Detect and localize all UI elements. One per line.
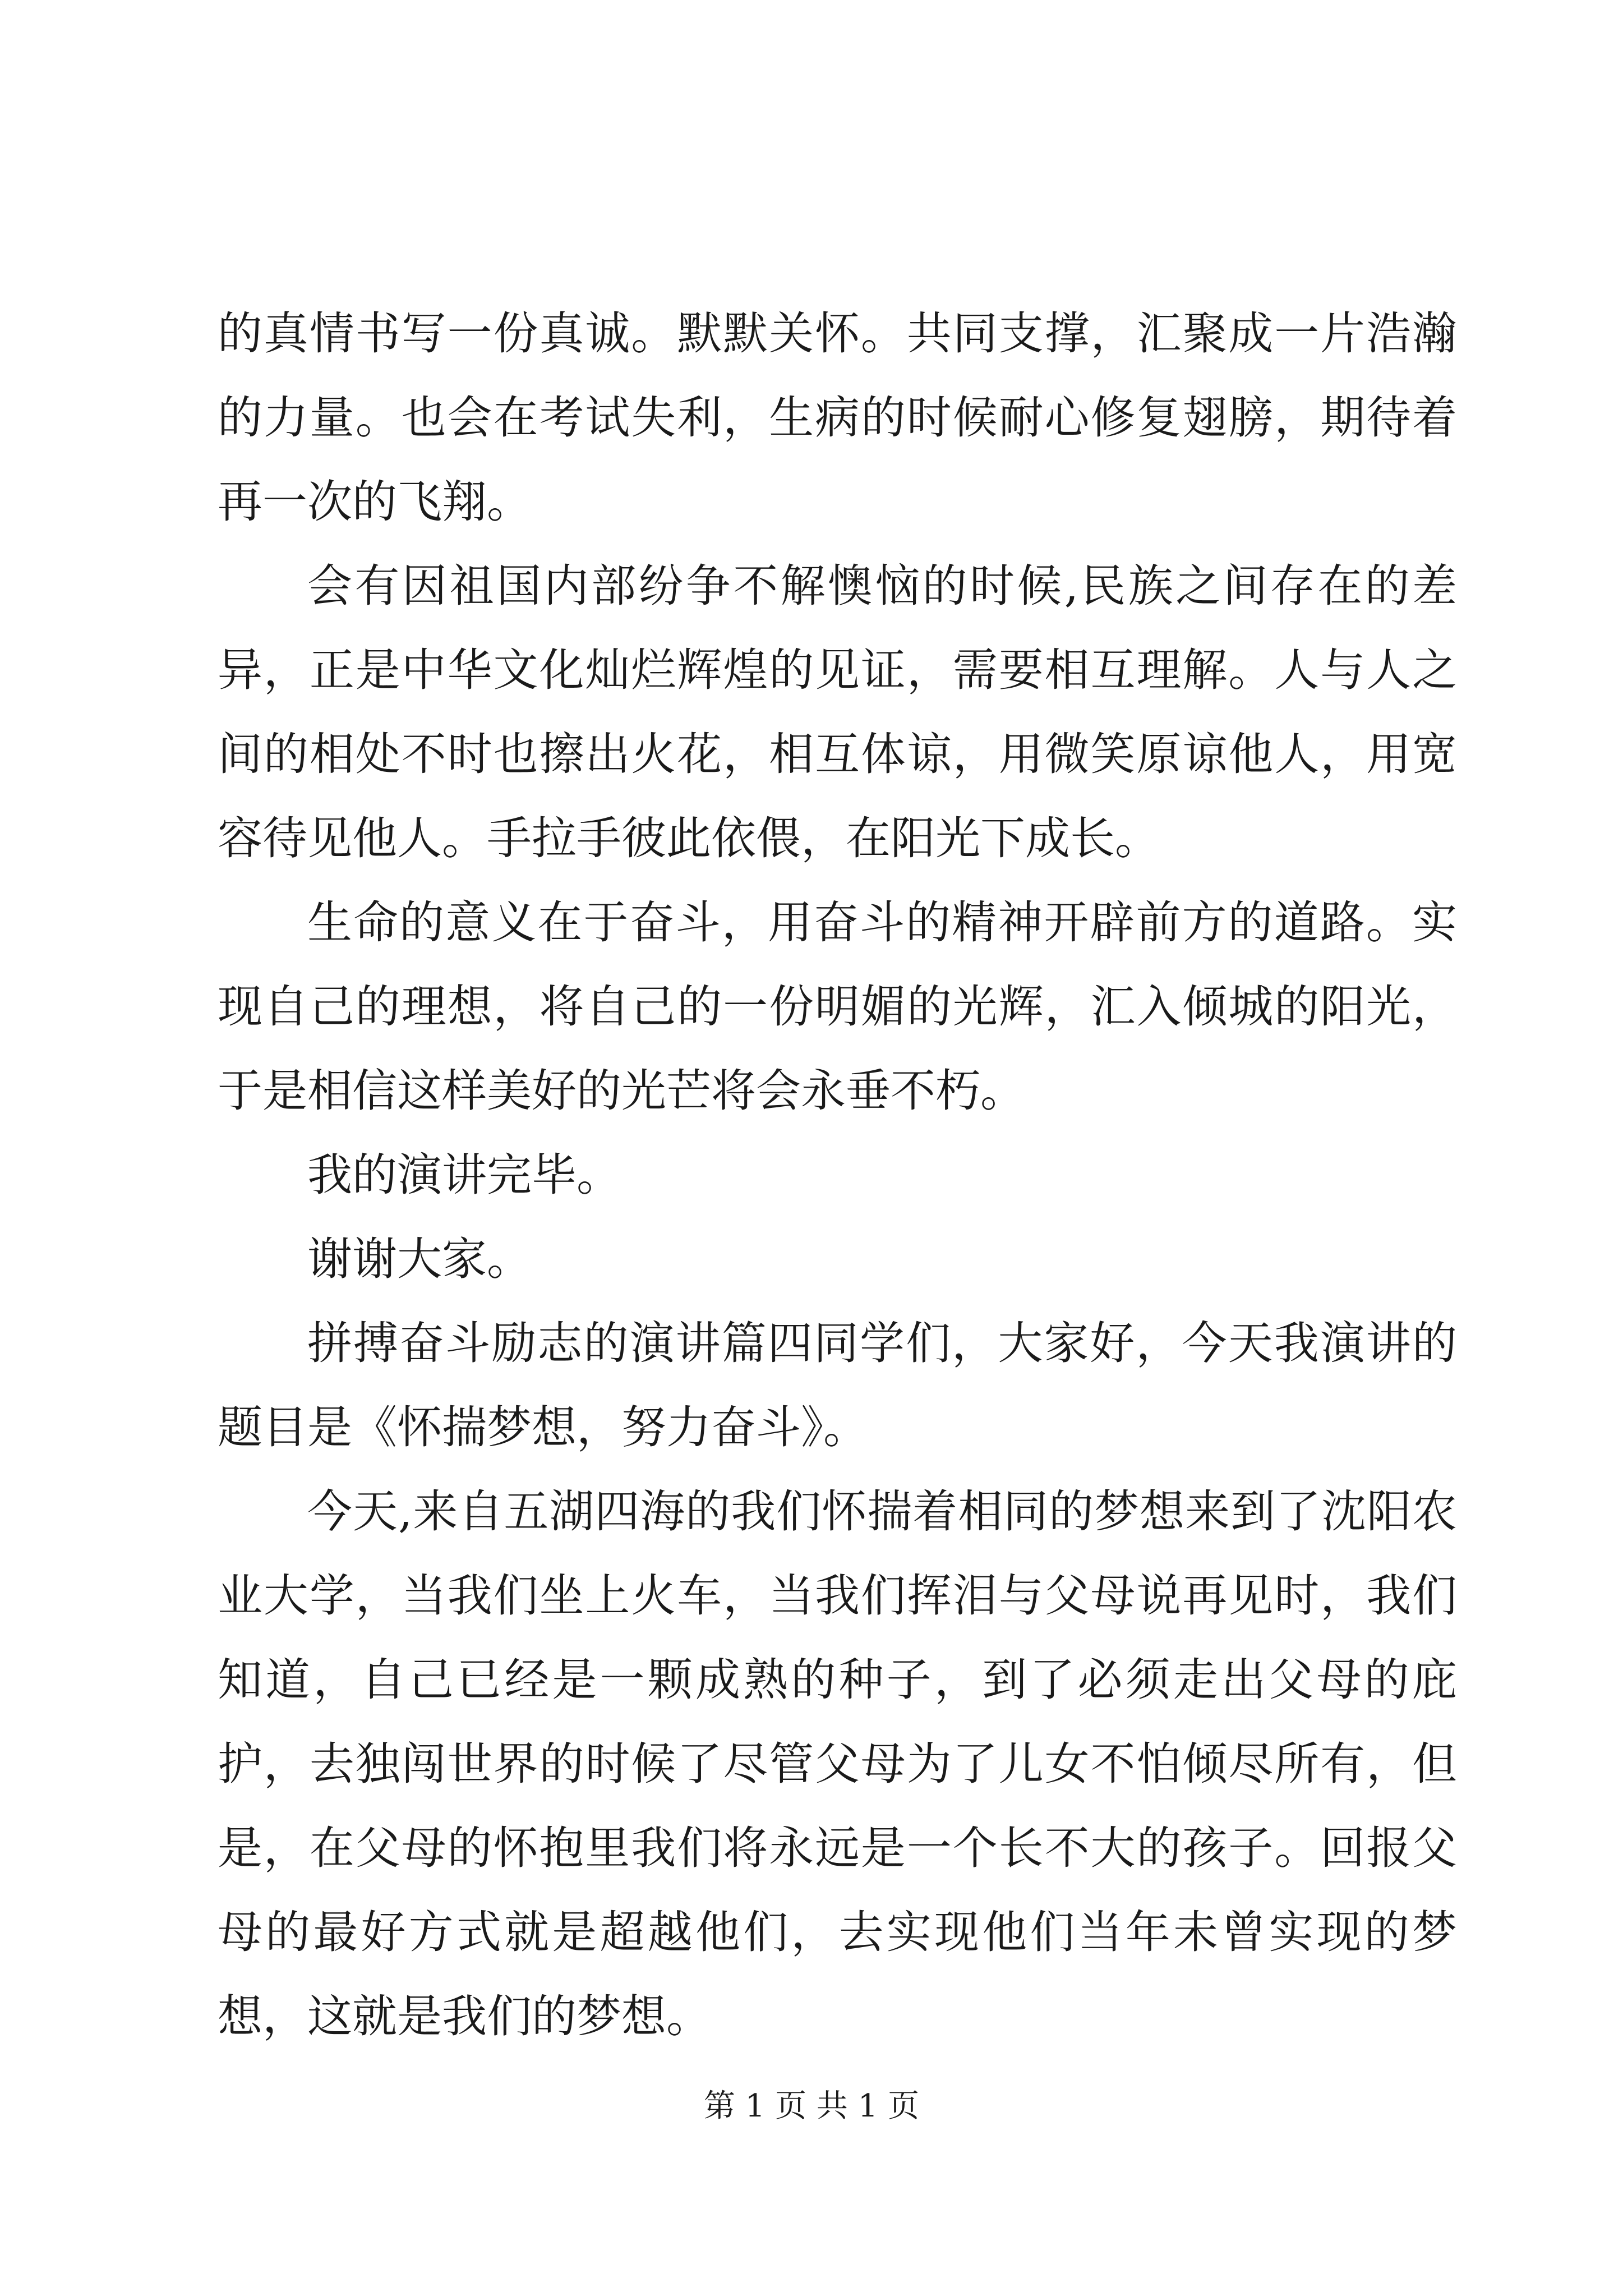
paragraph-continuation: 的真情书写一份真诚。默默关怀。共同支撑，汇聚成一片浩瀚的力量。也会在考试失利，生病的时候耐心修复翅膀，期待着再一次的飞翔。	[218, 307, 1457, 528]
paragraph: 谢谢大家。	[307, 1233, 532, 1285]
paragraph: 拼搏奋斗励志的演讲篇四同学们，大家好，今天我演讲的题目是《怀揣梦想，努力奋斗》。	[218, 1317, 1457, 1453]
page-footer: 第 1 页 共 1 页	[703, 2088, 920, 2124]
document-body	[218, 292, 1457, 2059]
paragraph: 今天,来自五湖四海的我们怀揣着相同的梦想来到了沈阳农业大学，当我们坐上火车，当我们挥泪与父母说再见时，我们知道，自己已经是一颗成熟的种子，到了必须走出父母的庇护，去独闯世界的时候了尽管父母为了儿女不怕倾尽所有，但是，在父母的怀抱里我们将永远是一个长不大的孩子。回报父母的最好方式就是超越他们，去实现他们当年未曾实现的梦想，这就是我们的梦想。	[218, 1485, 1457, 2042]
paragraph: 生命的意义在于奋斗，用奋斗的精神开辟前方的道路。实现自己的理想，将自己的一份明媚的光辉，汇入倾城的阳光，于是相信这样美好的光芒将会永垂不朽。	[218, 896, 1457, 1117]
paragraph: 我的演讲完毕。	[307, 1149, 621, 1201]
paragraph: 会有因祖国内部纷争不解懊恼的时候,民族之间存在的差异，正是中华文化灿烂辉煌的见证，需要相互理解。人与人之间的相处不时也擦出火花，相互体谅，用微笑原谅他人，用宽容待见他人。手拉手彼此依偎，在阳光下成长。	[218, 560, 1457, 864]
